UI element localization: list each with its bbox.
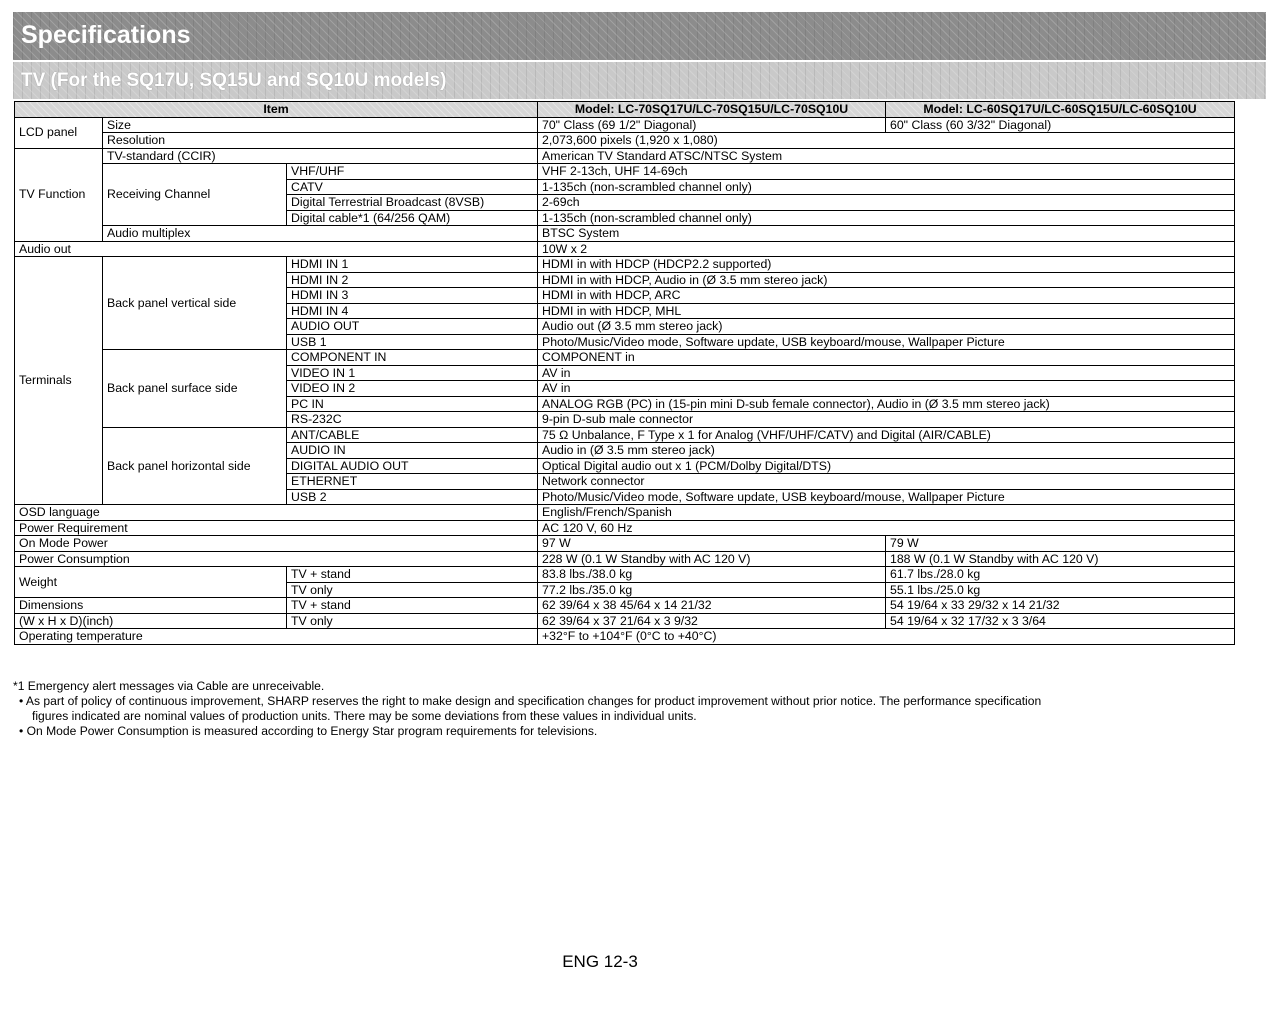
digital-terrestrial-label: Digital Terrestrial Broadcast (8VSB): [287, 195, 538, 211]
ethernet-value: Network connector: [538, 474, 1235, 490]
table-row: [15, 226, 1235, 242]
pc-in-value: ANALOG RGB (PC) in (15-pin mini D-sub female connector), Audio in (Ø 3.5 mm stereo jack): [538, 396, 1235, 412]
hdmi3-label: HDMI IN 3: [287, 288, 538, 304]
note-bullet-1: • As part of policy of continuous improvement, SHARP reserves the right to make design and specification changes for product improvement without prior notice. The performance specification: [19, 694, 1042, 708]
digital-audio-out-value: Optical Digital audio out x 1 (PCM/Dolby Digital/DTS): [538, 458, 1235, 474]
table-row: [15, 567, 1235, 583]
digital-audio-out-label: DIGITAL AUDIO OUT: [287, 458, 538, 474]
hdmi1-label: HDMI IN 1: [287, 257, 538, 273]
osd-language-value: English/French/Spanish: [538, 505, 1235, 521]
table-row: [15, 598, 1235, 614]
vertical-side-label: Back panel vertical side: [103, 257, 287, 350]
digital-cable-label: Digital cable*1 (64/256 QAM): [287, 210, 538, 226]
receiving-channel-label: Receiving Channel: [103, 164, 287, 226]
digital-terrestrial-value: 2-69ch: [538, 195, 1235, 211]
terminals-label: Terminals: [15, 257, 103, 505]
resolution-label: Resolution: [103, 133, 538, 149]
note-bullet-1-continued: figures indicated are nominal values of production units. There may be some deviations from these values in individual units.: [32, 709, 697, 723]
video1-value: AV in: [538, 365, 1235, 381]
audio-multiplex-label: Audio multiplex: [103, 226, 538, 242]
table-row: [15, 505, 1235, 521]
on-mode-power-label: On Mode Power: [15, 536, 538, 552]
hdmi4-label: HDMI IN 4: [287, 303, 538, 319]
section-title: TV (For the SQ17U, SQ15U and SQ10U models): [13, 62, 1266, 99]
table-row: [15, 536, 1235, 552]
weight-tv-only-label: TV only: [287, 582, 538, 598]
table-row: [15, 133, 1235, 149]
usb2-value: Photo/Music/Video mode, Software update, USB keyboard/mouse, Wallpaper Picture: [538, 489, 1235, 505]
table-header-row: [15, 102, 1235, 118]
resolution-value: 2,073,600 pixels (1,920 x 1,080): [538, 133, 1235, 149]
page-title: Specifications: [13, 12, 1266, 60]
header-item: Item: [15, 102, 538, 118]
horizontal-side-label: Back panel horizontal side: [103, 427, 287, 505]
weight-tv-stand-value-70: 83.8 lbs./38.0 kg: [538, 567, 886, 583]
ant-cable-value: 75 Ω Unbalance, F Type x 1 for Analog (VHF/UHF/CATV) and Digital (AIR/CABLE): [538, 427, 1235, 443]
audio-out-terminal-label: AUDIO OUT: [287, 319, 538, 335]
table-row: [15, 148, 1235, 164]
note-bullet-2: • On Mode Power Consumption is measured according to Energy Star program requirements for televisions.: [19, 724, 598, 738]
tv-standard-value: American TV Standard ATSC/NTSC System: [538, 148, 1235, 164]
ethernet-label: ETHERNET: [287, 474, 538, 490]
size-value-60: 60" Class (60 3/32" Diagonal): [886, 117, 1235, 133]
vhf-uhf-label: VHF/UHF: [287, 164, 538, 180]
video1-label: VIDEO IN 1: [287, 365, 538, 381]
osd-language-label: OSD language: [15, 505, 538, 521]
table-row: [15, 551, 1235, 567]
page-number: ENG 12-3: [562, 952, 638, 971]
on-mode-power-value-60: 79 W: [886, 536, 1235, 552]
audio-in-value: Audio in (Ø 3.5 mm stereo jack): [538, 443, 1235, 459]
dimensions-tv-only-label: TV only: [287, 613, 538, 629]
hdmi3-value: HDMI in with HDCP, ARC: [538, 288, 1235, 304]
weight-tv-only-value-60: 55.1 lbs./25.0 kg: [886, 582, 1235, 598]
table-row: [15, 427, 1235, 443]
weight-tv-only-value-70: 77.2 lbs./35.0 kg: [538, 582, 886, 598]
power-requirement-label: Power Requirement: [15, 520, 538, 536]
tv-standard-label: TV-standard (CCIR): [103, 148, 538, 164]
table-row: [15, 241, 1235, 257]
rs232c-value: 9-pin D-sub male connector: [538, 412, 1235, 428]
notes: [13, 679, 1243, 739]
table-row: [15, 629, 1235, 645]
size-label: Size: [103, 117, 538, 133]
catv-label: CATV: [287, 179, 538, 195]
component-label: COMPONENT IN: [287, 350, 538, 366]
on-mode-power-value-70: 97 W: [538, 536, 886, 552]
hdmi1-value: HDMI in with HDCP (HDCP2.2 supported): [538, 257, 1235, 273]
video2-label: VIDEO IN 2: [287, 381, 538, 397]
power-consumption-value-70: 228 W (0.1 W Standby with AC 120 V): [538, 551, 886, 567]
pc-in-label: PC IN: [287, 396, 538, 412]
ant-cable-label: ANT/CABLE: [287, 427, 538, 443]
hdmi4-value: HDMI in with HDCP, MHL: [538, 303, 1235, 319]
dimensions-tv-stand-value-60: 54 19/64 x 33 29/32 x 14 21/32: [886, 598, 1235, 614]
power-consumption-label: Power Consumption: [15, 551, 538, 567]
hdmi2-label: HDMI IN 2: [287, 272, 538, 288]
catv-value: 1-135ch (non-scrambled channel only): [538, 179, 1235, 195]
dimensions-unit-label: (W x H x D)(inch): [15, 613, 287, 629]
audio-multiplex-value: BTSC System: [538, 226, 1235, 242]
hdmi2-value: HDMI in with HDCP, Audio in (Ø 3.5 mm stereo jack): [538, 272, 1235, 288]
audio-out-terminal-value: Audio out (Ø 3.5 mm stereo jack): [538, 319, 1235, 335]
header-model-60: Model: LC-60SQ17U/LC-60SQ15U/LC-60SQ10U: [886, 102, 1235, 118]
dimensions-tv-stand-label: TV + stand: [287, 598, 538, 614]
lcd-panel-label: LCD panel: [15, 117, 103, 148]
vhf-uhf-value: VHF 2-13ch, UHF 14-69ch: [538, 164, 1235, 180]
header-model-70: Model: LC-70SQ17U/LC-70SQ15U/LC-70SQ10U: [538, 102, 886, 118]
spec-table: [14, 101, 1235, 645]
power-requirement-value: AC 120 V, 60 Hz: [538, 520, 1235, 536]
component-value: COMPONENT in: [538, 350, 1235, 366]
dimensions-tv-only-value-60: 54 19/64 x 32 17/32 x 3 3/64: [886, 613, 1235, 629]
table-row: [15, 613, 1235, 629]
dimensions-label: Dimensions: [15, 598, 287, 614]
weight-tv-stand-label: TV + stand: [287, 567, 538, 583]
usb2-label: USB 2: [287, 489, 538, 505]
usb1-label: USB 1: [287, 334, 538, 350]
size-value-70: 70" Class (69 1/2" Diagonal): [538, 117, 886, 133]
digital-cable-value: 1-135ch (non-scrambled channel only): [538, 210, 1235, 226]
operating-temperature-value: +32°F to +104°F (0°C to +40°C): [538, 629, 1235, 645]
table-row: [15, 520, 1235, 536]
operating-temperature-label: Operating temperature: [15, 629, 538, 645]
audio-in-label: AUDIO IN: [287, 443, 538, 459]
audio-out-label: Audio out: [15, 241, 538, 257]
table-row: [15, 164, 1235, 180]
weight-tv-stand-value-60: 61.7 lbs./28.0 kg: [886, 567, 1235, 583]
video2-value: AV in: [538, 381, 1235, 397]
table-row: [15, 117, 1235, 133]
dimensions-tv-stand-value-70: 62 39/64 x 38 45/64 x 14 21/32: [538, 598, 886, 614]
rs232c-label: RS-232C: [287, 412, 538, 428]
tv-function-label: TV Function: [15, 148, 103, 241]
dimensions-tv-only-value-70: 62 39/64 x 37 21/64 x 3 9/32: [538, 613, 886, 629]
audio-out-value: 10W x 2: [538, 241, 1235, 257]
weight-label: Weight: [15, 567, 287, 598]
table-row: [15, 257, 1235, 273]
footnote: *1 Emergency alert messages via Cable are unreceivable.: [13, 679, 325, 693]
power-consumption-value-60: 188 W (0.1 W Standby with AC 120 V): [886, 551, 1235, 567]
table-row: [15, 350, 1235, 366]
usb1-value: Photo/Music/Video mode, Software update, USB keyboard/mouse, Wallpaper Picture: [538, 334, 1235, 350]
surface-side-label: Back panel surface side: [103, 350, 287, 428]
